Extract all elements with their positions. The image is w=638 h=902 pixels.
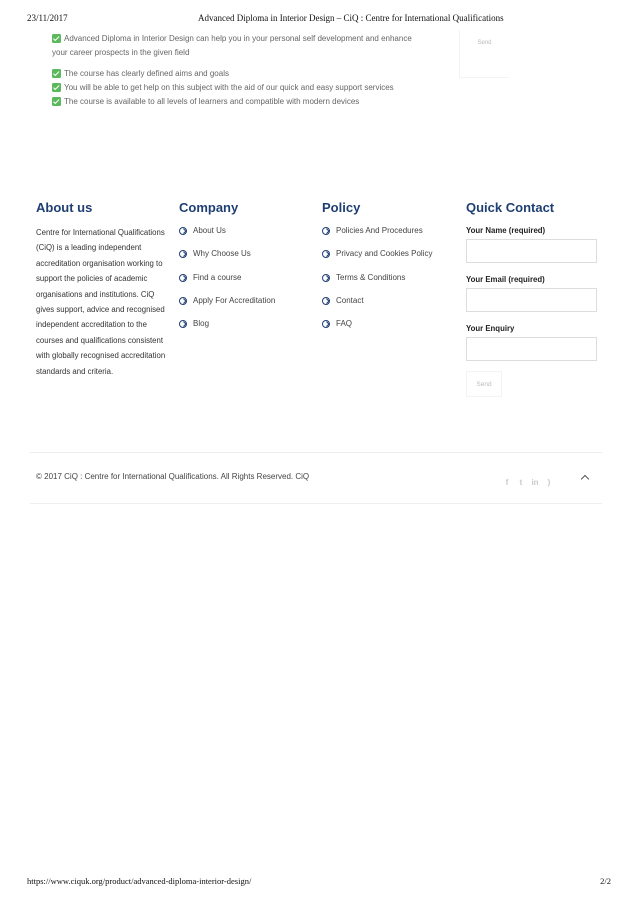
link-label[interactable]: Policies And Procedures [336, 226, 423, 235]
rss-icon[interactable]: ) [547, 478, 551, 487]
about-text: Centre for International Qualifications (CiQ) is a leading independent accreditation organisation working to support the policies of academic organisations and institutions. CiQ gives support, advice and recognised independent accreditation to the courses and qualifications consistent with globally recognised accreditation standards and criteria. [36, 228, 166, 376]
arrow-circle-icon [179, 274, 187, 282]
social-links [500, 472, 556, 487]
footer-link-why-choose-us[interactable] [179, 248, 275, 271]
print-page-number: 2/2 [600, 876, 611, 886]
name-input[interactable] [466, 239, 597, 263]
arrow-circle-icon [322, 297, 330, 305]
feature-text: You will be able to get help on this subject with the aid of our quick and easy support services [64, 83, 394, 92]
email-input[interactable] [466, 288, 597, 312]
footer-link-policies[interactable] [322, 225, 432, 248]
link-label[interactable]: About Us [193, 226, 226, 235]
sidebar-send-button[interactable]: Send [459, 30, 509, 78]
link-label[interactable]: Why Choose Us [193, 249, 251, 259]
copyright-text: © 2017 CiQ : Centre for International Qualifications. All Rights Reserved. CiQ [36, 472, 310, 481]
facebook-icon[interactable]: f [505, 478, 509, 487]
arrow-circle-icon [179, 227, 187, 235]
feature-list [52, 32, 442, 109]
footer-link-find-course[interactable] [179, 272, 275, 295]
link-label[interactable]: Find a course [193, 272, 242, 282]
link-label[interactable]: Privacy and Cookies Policy [336, 249, 433, 259]
footer-link-privacy-cookies[interactable] [322, 248, 432, 271]
arrow-circle-icon [322, 250, 330, 258]
twitter-icon[interactable]: t [519, 478, 523, 487]
policy-links [322, 225, 432, 341]
about-title: About us [36, 200, 93, 215]
feature-text: Advanced Diploma in Interior Design can help you in your personal self development and enhance [64, 34, 412, 43]
link-label[interactable]: Apply For Accreditation [193, 295, 276, 305]
divider [30, 452, 602, 453]
footer-link-contact[interactable] [322, 295, 432, 318]
link-label[interactable]: Contact [336, 295, 364, 305]
email-label: Your Email (required) [466, 275, 545, 284]
feature-text: The course is available to all levels of learners and compatible with modern devices [64, 97, 360, 106]
enquiry-label: Your Enquiry [466, 324, 515, 333]
arrow-circle-icon [179, 250, 187, 258]
footer-link-terms[interactable] [322, 272, 432, 295]
feature-text-continued: your career prospects in the given field [52, 48, 190, 57]
footer-link-blog[interactable] [179, 318, 275, 341]
arrow-circle-icon [322, 320, 330, 328]
print-page-title: Advanced Diploma in Interior Design – CiQ : Centre for International Qualifications [198, 13, 504, 23]
checkmark-icon [52, 97, 61, 106]
checkmark-icon [52, 34, 61, 43]
chevron-up-icon[interactable] [580, 473, 590, 483]
feature-text: The course has clearly defined aims and goals [64, 69, 229, 78]
footer-link-about-us[interactable] [179, 225, 275, 248]
name-label: Your Name (required) [466, 226, 546, 235]
link-label[interactable]: Terms & Conditions [336, 272, 406, 282]
arrow-circle-icon [179, 320, 187, 328]
footer-link-apply-accreditation[interactable] [179, 295, 275, 318]
footer-link-faq[interactable] [322, 318, 432, 341]
feature-item [52, 95, 442, 109]
print-footer [0, 876, 638, 890]
enquiry-textarea[interactable] [466, 337, 597, 361]
linkedin-icon[interactable]: in [531, 478, 539, 487]
send-button[interactable]: Send [466, 371, 502, 397]
feature-item [52, 67, 442, 81]
feature-item [52, 32, 442, 60]
link-label[interactable]: Blog [193, 319, 210, 329]
arrow-circle-icon [322, 274, 330, 282]
link-label[interactable]: FAQ [336, 319, 353, 329]
quick-contact-title: Quick Contact [466, 200, 555, 215]
feature-item [52, 81, 442, 95]
arrow-circle-icon [322, 227, 330, 235]
print-date: 23/11/2017 [27, 13, 68, 23]
divider [30, 503, 602, 504]
checkmark-icon [52, 69, 61, 78]
company-title: Company [179, 200, 239, 215]
policy-title: Policy [322, 200, 361, 215]
company-links [179, 225, 275, 341]
print-header [0, 13, 638, 27]
arrow-circle-icon [179, 297, 187, 305]
print-url: https://www.ciquk.org/product/advanced-diploma-interior-design/ [27, 876, 252, 886]
checkmark-icon [52, 83, 61, 92]
